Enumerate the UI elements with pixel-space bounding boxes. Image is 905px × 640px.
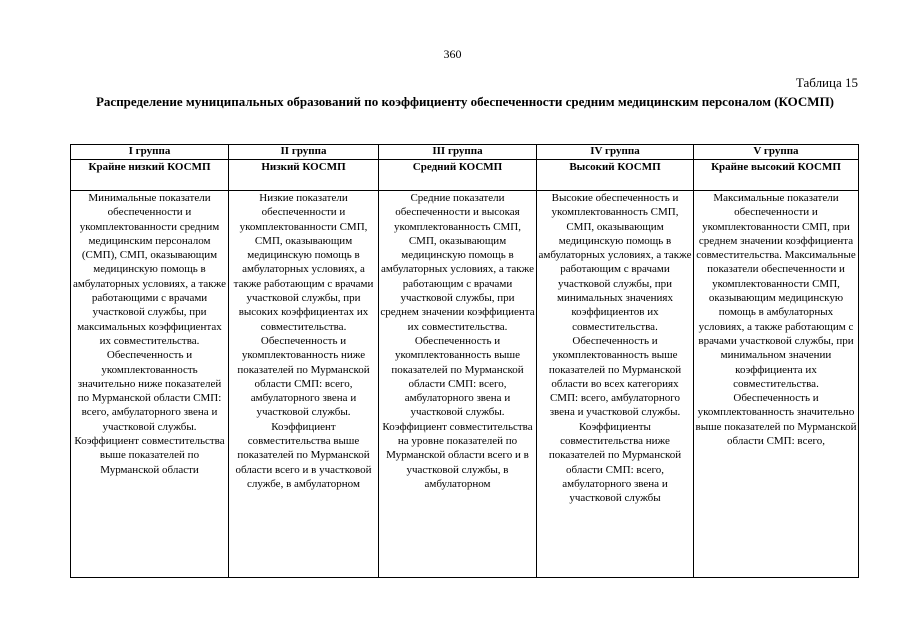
level-header-row — [71, 160, 859, 191]
description-cell-4 — [537, 191, 694, 578]
description-row — [71, 191, 859, 578]
group-header-row — [71, 145, 859, 160]
description-cell-1 — [71, 191, 229, 578]
description-cell-2 — [229, 191, 379, 578]
group-header-1: I группа — [71, 145, 229, 160]
level-header-1: Крайне низкий КОСМП — [71, 160, 229, 191]
description-text-4: Высокие обеспеченность и укомплектованность СМП, СМП, оказывающим медицинскую помощь в амбулаторных условиях, а также работающим с врачами участковой службы, при минимальных значениях коэффициентов их совместительства. Обеспеченность и укомплектованность выше показателей по Мурманской области во всех категориях СМП: всего, амбулаторного звена и участковой службы. Коэффициенты совместительства ниже показателей по Мурманской области СМП: всего, амбулаторного звена и участковой службы — [538, 192, 692, 505]
description-text-3: Средние показатели обеспеченности и высокая укомплектованность СМП, СМП, оказывающим медицинскую помощь в амбулаторных условиях, а также работающим с врачами участковой службы, при среднем значении коэффициента их совместительства. Обеспеченность и укомплектованность выше показателей по Мурманской области СМП: всего, амбулаторного звена и участковой службы. Коэффициент совместительства на уровне показателей по Мурманской области всего и в участковой службы, в амбулаторном — [380, 192, 535, 490]
group-header-3: III группа — [379, 145, 537, 160]
group-header-2: II группа — [229, 145, 379, 160]
description-text-2: Низкие показатели обеспеченности и укомплектованности СМП, СМП, оказывающим медицинскую помощь в амбулаторных условиях, а также работающим с врачами участковой службы, при высоких коэффициентах их совместительства. Обеспеченность и укомплектованность ниже показателей по Мурманской области СМП: всего, амбулаторного звена и участковой службы. Коэффициент совместительства выше показателей по Мурманской области всего и в участковой службе, в амбулаторном — [233, 192, 374, 490]
level-header-2: Низкий КОСМП — [229, 160, 379, 191]
table-title: Распределение муниципальных образований по коэффициенту обеспеченности средним медицинским персоналом (КОСМП) — [95, 94, 835, 109]
page-number: 360 — [443, 47, 462, 61]
description-text-5: Максимальные показатели обеспеченности и укомплектованности СМП, при среднем значении коэффициента совместительства. Максимальные показатели обеспеченности и укомплектованности СМП, оказывающим медицинскую помощь в амбулаторных условиях, а также работающим с врачами участковой службы, при минимальном значении коэффициента их совместительства. Обеспеченность и укомплектованность значительно выше показателей по Мурманской области СМП: всего, — [695, 192, 857, 448]
group-header-5: V группа — [694, 145, 859, 160]
description-cell-3 — [379, 191, 537, 578]
description-text-1: Минимальные показатели обеспеченности и укомплектованности средним медицинским персоналом (СМП), СМП, оказывающим медицинскую помощь в амбулаторных условиях, а также работающими с врачами участковой службы, при максимальных коэффициентах их совместительства. Обеспеченность и укомплектованность значительно ниже показателей по Мурманской области СМП: всего, амбулаторного звена и участковой службы. Коэффициент совместительства выше показателей по Мурманской области — [73, 192, 226, 476]
level-header-3: Средний КОСМП — [379, 160, 537, 191]
group-header-4: IV группа — [537, 145, 694, 160]
table-label: Таблица 15 — [795, 75, 858, 90]
description-cell-5 — [694, 191, 859, 578]
level-header-5: Крайне высокий КОСМП — [694, 160, 859, 191]
level-header-4: Высокий КОСМП — [537, 160, 694, 191]
distribution-table — [70, 144, 859, 578]
